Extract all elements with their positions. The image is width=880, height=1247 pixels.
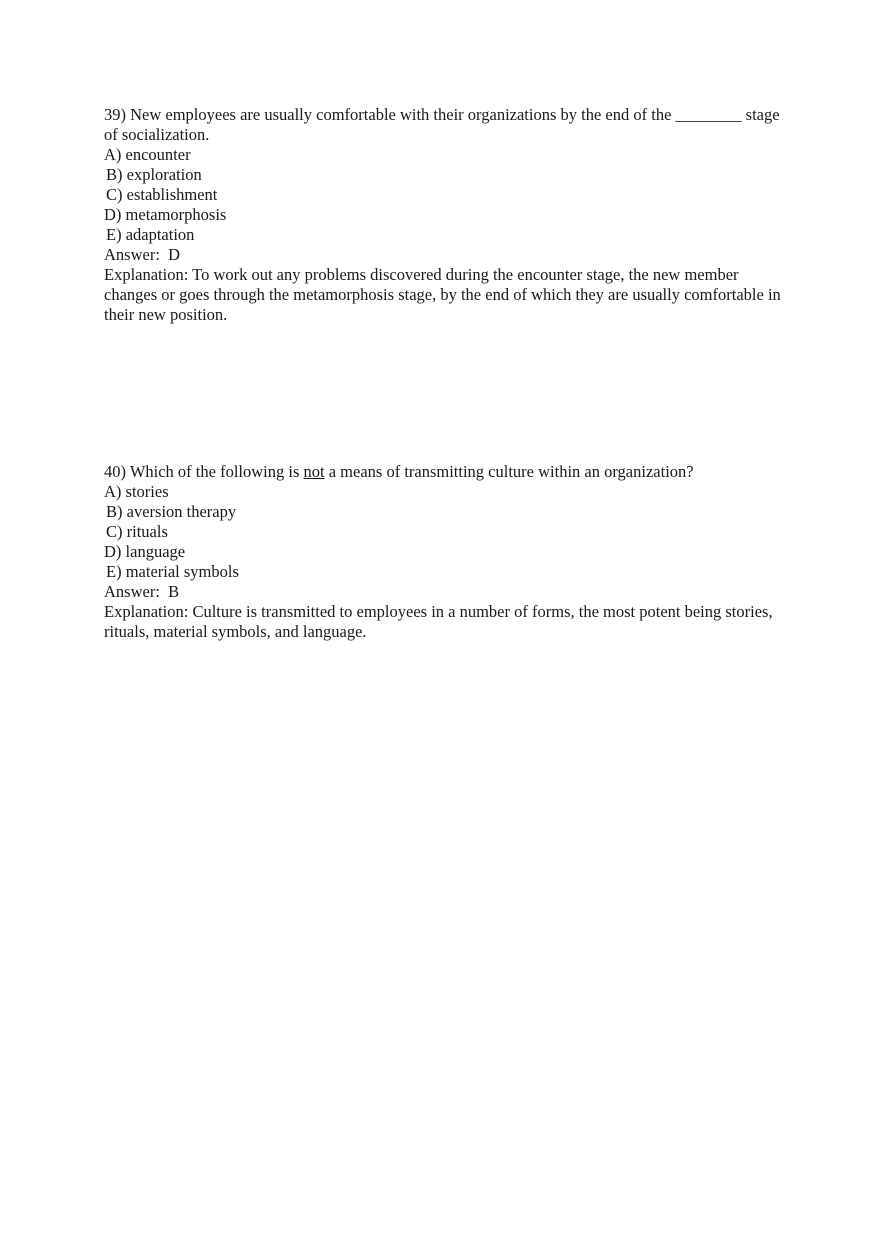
stem-before: 40) Which of the following is xyxy=(104,462,304,481)
question-40 xyxy=(104,462,784,642)
question-stem xyxy=(104,462,784,482)
option-c: C) rituals xyxy=(106,522,168,541)
stem-after: a means of transmitting culture within an organization? xyxy=(324,462,694,481)
option-d: D) metamorphosis xyxy=(104,205,227,224)
explanation: Explanation: To work out any problems discovered during the encounter stage, the new member changes or goes through the metamorphosis stage, by the end of which they are usually comfortable in their new position. xyxy=(104,265,785,324)
explanation: Explanation: Culture is transmitted to employees in a number of forms, the most potent being stories, rituals, material symbols, and language. xyxy=(104,602,777,641)
answer: Answer: D xyxy=(104,245,181,264)
question-stem: 39) New employees are usually comfortable with their organizations by the end of the ________ stage of socialization. xyxy=(104,105,784,144)
option-e: E) material symbols xyxy=(106,562,239,581)
option-e: E) adaptation xyxy=(106,225,195,244)
option-b: B) exploration xyxy=(106,165,202,184)
option-c: C) establishment xyxy=(106,185,218,204)
option-b: B) aversion therapy xyxy=(106,502,237,521)
question-39 xyxy=(104,105,784,325)
option-a: A) stories xyxy=(104,482,169,501)
answer: Answer: B xyxy=(104,582,180,601)
option-a: A) encounter xyxy=(104,145,191,164)
stem-underlined: not xyxy=(303,462,325,481)
option-d: D) language xyxy=(104,542,186,561)
